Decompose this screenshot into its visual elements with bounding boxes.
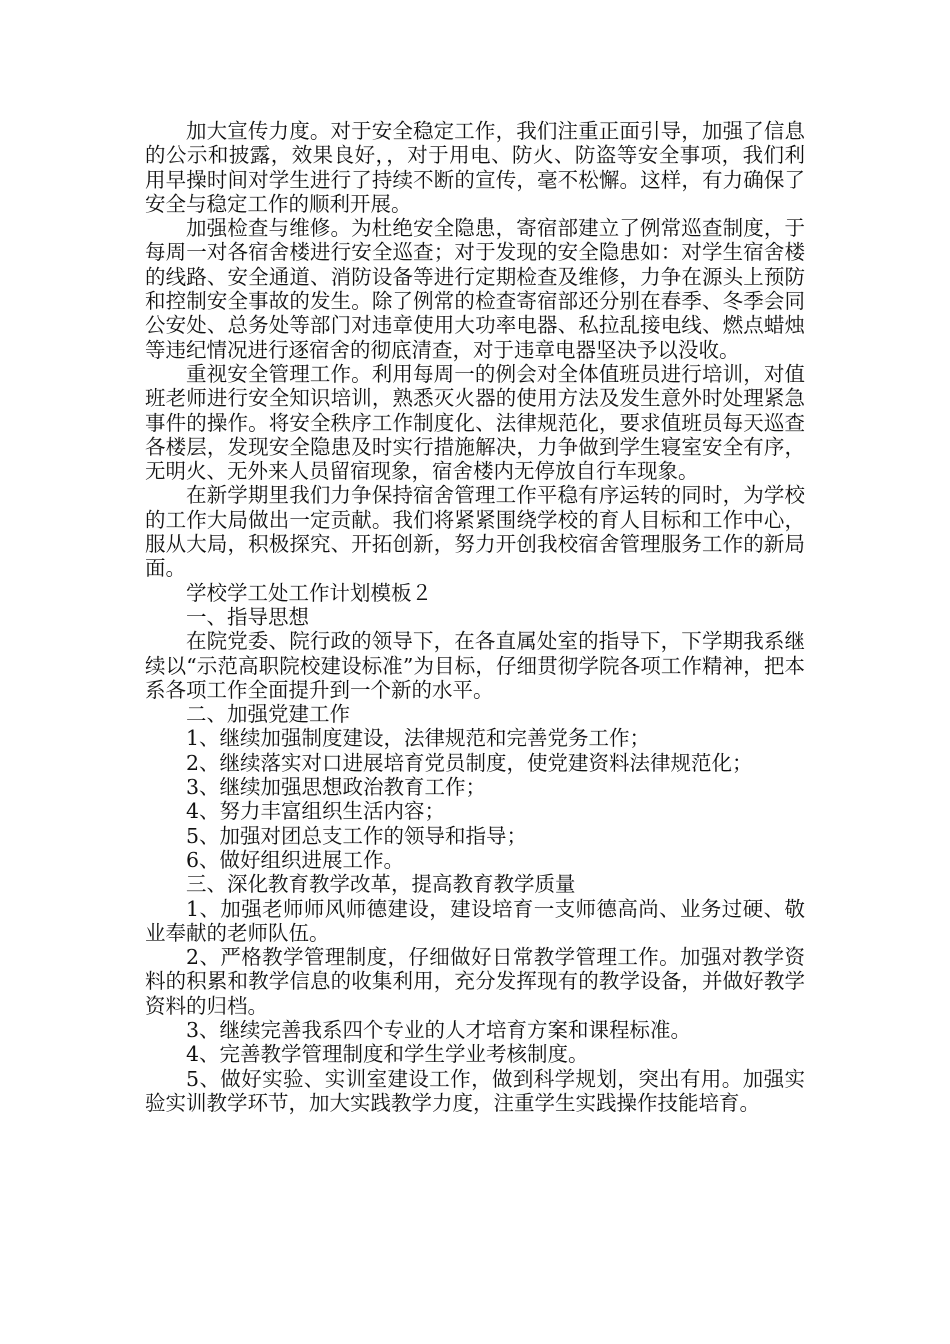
list-item: 4、努力丰富组织生活内容； [186, 799, 446, 824]
heading-guiding-thought: 一、指导思想 [186, 604, 309, 629]
section-title: 学校学工处工作计划模板２ [186, 580, 432, 605]
list-item: 6、做好组织进展工作。 [186, 847, 405, 872]
list-item: 1、加强老师师风师德建设，建设培育一支师德高尚、业务过硬、敬业奉献的老师队伍。 [145, 896, 805, 945]
paragraph-publicity: 加大宣传力度。对于安全稳定工作，我们注重正面引导，加强了信息的公示和披露，效果良好，，对于用电、防火、防盗等安全事项，我们利用早操时间对学生进行了持续不断的宣传，毫不松懈。这样，有力确保了安全与稳定工作的顺利开展。 [145, 119, 805, 216]
list-item: 3、继续完善我系四个专业的人才培育方案和课程标准。 [186, 1017, 692, 1042]
list-item: 3、继续加强思想政治教育工作； [186, 775, 487, 800]
paragraph-inspection: 加强检查与维修。为杜绝安全隐患，寄宿部建立了例常巡查制度，于每周一对各宿舍楼进行安全巡查；对于发现的安全隐患如：对学生宿舍楼的线路、安全通道、消防设备等进行定期检查及维修，力争在源头上预防和控制安全事故的发生。除了例常的检查寄宿部还分别在春季、冬季会同公安处、总务处等部门对违章使用大功率电器、私拉乱接电线、燃点蜡烛等违纪情况进行逐宿舍的彻底清查，对于违章电器坚决予以没收。 [145, 216, 805, 362]
heading-teaching-reform: 三、深化教育教学改革，提高教育教学质量 [186, 872, 576, 897]
list-item: 5、做好实验、实训室建设工作，做到科学规划，突出有用。加强实验实训教学环节，加大实践教学力度，注重学生实践操作技能培育。 [145, 1066, 805, 1115]
list-item: 2、严格教学管理制度，仔细做好日常教学管理工作。加强对教学资料的积累和教学信息的收集利用，充分发挥现有的教学设备，并做好教学资料的归档。 [145, 945, 805, 1018]
list-item: 5、加强对团总支工作的领导和指导； [186, 823, 528, 848]
list-item: 2、继续落实对口进展培育党员制度，使党建资料法律规范化； [186, 750, 753, 775]
list-item: 4、完善教学管理制度和学生学业考核制度。 [186, 1042, 589, 1067]
paragraph-guiding-thought: 在院党委、院行政的领导下，在各直属处室的指导下，下学期我系继续以“示范高职院校建设标准”为目标，仔细贯彻学院各项工作精神，把本系各项工作全面提升到一个新的水平。 [145, 629, 805, 702]
heading-party-building: 二、加强党建工作 [186, 702, 350, 727]
document-page [145, 119, 805, 1115]
paragraph-safety-management: 重视安全管理工作。利用每周一的例会对全体值班员进行培训，对值班老师进行安全知识培训，熟悉灭火器的使用方法及发生意外时处理紧急事件的操作。将安全秩序工作制度化、法律规范化，要求值班员每天巡查各楼层，发现安全隐患及时实行措施解决，力争做到学生寝室安全有序，无明火、无外来人员留宿现象，宿舍楼内无停放自行车现象。 [145, 361, 805, 484]
paragraph-new-term: 在新学期里我们力争保持宿舍管理工作平稳有序运转的同时，为学校的工作大局做出一定贡献。我们将紧紧围绕学校的育人目标和工作中心，服从大局，积极探究、开拓创新，努力开创我校宿舍管理服务工作的新局面。 [145, 483, 805, 581]
list-item: 1、继续加强制度建设，法律规范和完善党务工作； [186, 726, 651, 751]
